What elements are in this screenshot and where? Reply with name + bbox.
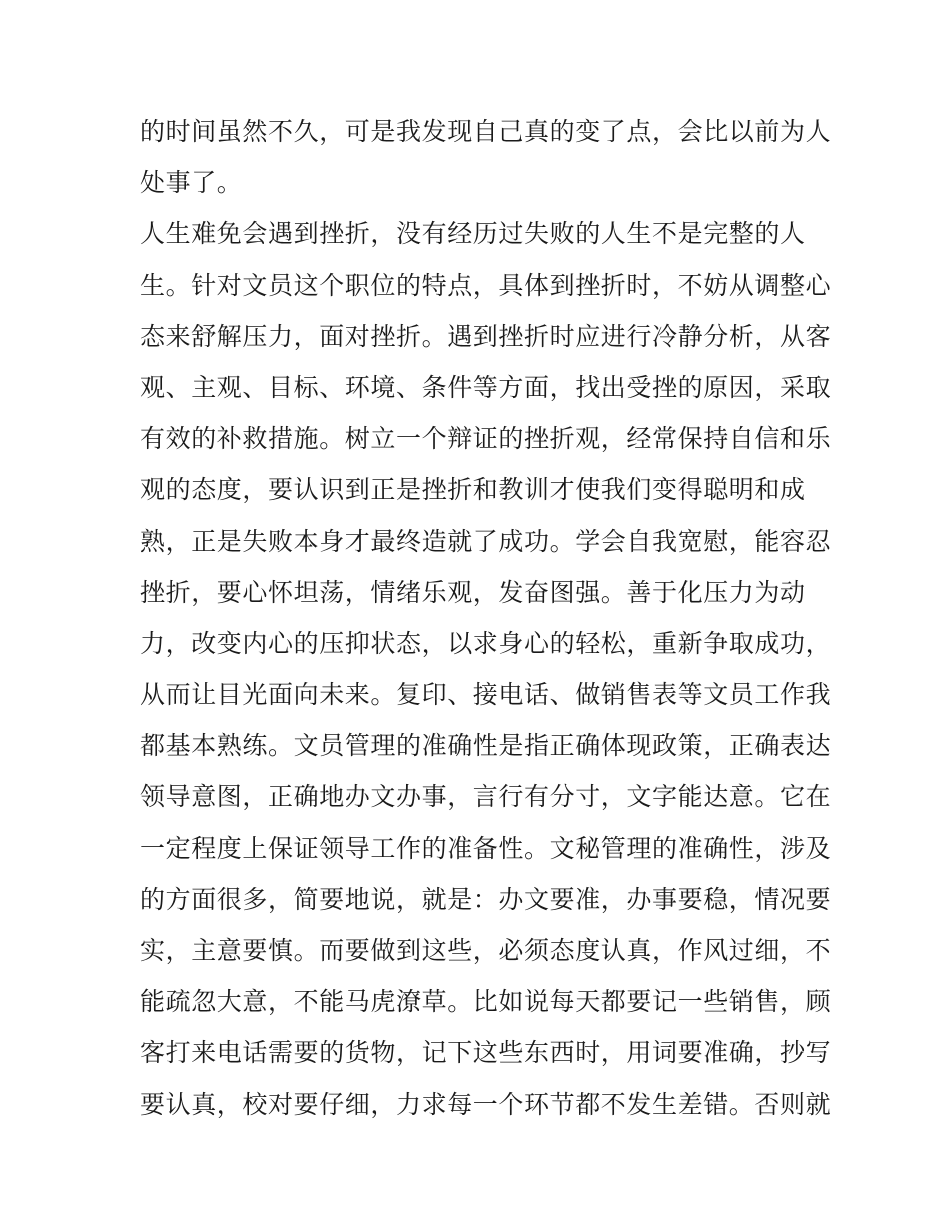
text-line: 熟，正是失败本身才最终造就了成功。学会自我宽慰，能容忍 (140, 526, 832, 556)
text-line: 生。针对文员这个职位的特点，具体到挫折时，不妨从调整心 (140, 270, 832, 300)
text-line: 一定程度上保证领导工作的准备性。文秘管理的准确性，涉及 (140, 833, 832, 863)
text-line: 领导意图，正确地办文办事，言行有分寸，文字能达意。它在 (140, 782, 832, 812)
text-line: 处事了。 (140, 168, 243, 198)
text-line: 观、主观、目标、环境、条件等方面，找出受挫的原因，采取 (140, 372, 832, 402)
text-line: 挫折，要心怀坦荡，情绪乐观，发奋图强。善于化压力为动 (140, 577, 806, 607)
body-text (140, 106, 832, 1130)
text-line: 的时间虽然不久，可是我发现自己真的变了点，会比以前为人 (140, 117, 832, 146)
text-line: 要认真，校对要仔细，力求每一个环节都不发生差错。否则就 (140, 1089, 832, 1119)
text-line: 观的态度，要认识到正是挫折和教训才使我们变得聪明和成 (140, 475, 806, 505)
text-line: 的方面很多，简要地说，就是：办文要准，办事要稳，情况要 (140, 884, 832, 914)
text-line: 从而让目光面向未来。复印、接电话、做销售表等文员工作我 (140, 680, 832, 710)
text-line: 力，改变内心的压抑状态，以求身心的轻松，重新争取成功， (140, 628, 832, 658)
text-line: 人生难免会遇到挫折，没有经历过失败的人生不是完整的人 (140, 219, 806, 249)
text-line: 都基本熟练。文员管理的准确性是指正确体现政策，正确表达 (140, 731, 832, 761)
text-line: 态来舒解压力，面对挫折。遇到挫折时应进行冷静分析，从客 (140, 321, 832, 351)
text-line: 实，主意要慎。而要做到这些，必须态度认真，作风过细，不 (140, 936, 832, 965)
text-line: 能疏忽大意，不能马虎潦草。比如说每天都要记一些销售，顾 (140, 987, 832, 1017)
text-line: 客打来电话需要的货物，记下这些东西时，用词要准确，抄写 (140, 1038, 832, 1068)
text-line: 有效的补救措施。树立一个辩证的挫折观，经常保持自信和乐 (140, 424, 832, 454)
